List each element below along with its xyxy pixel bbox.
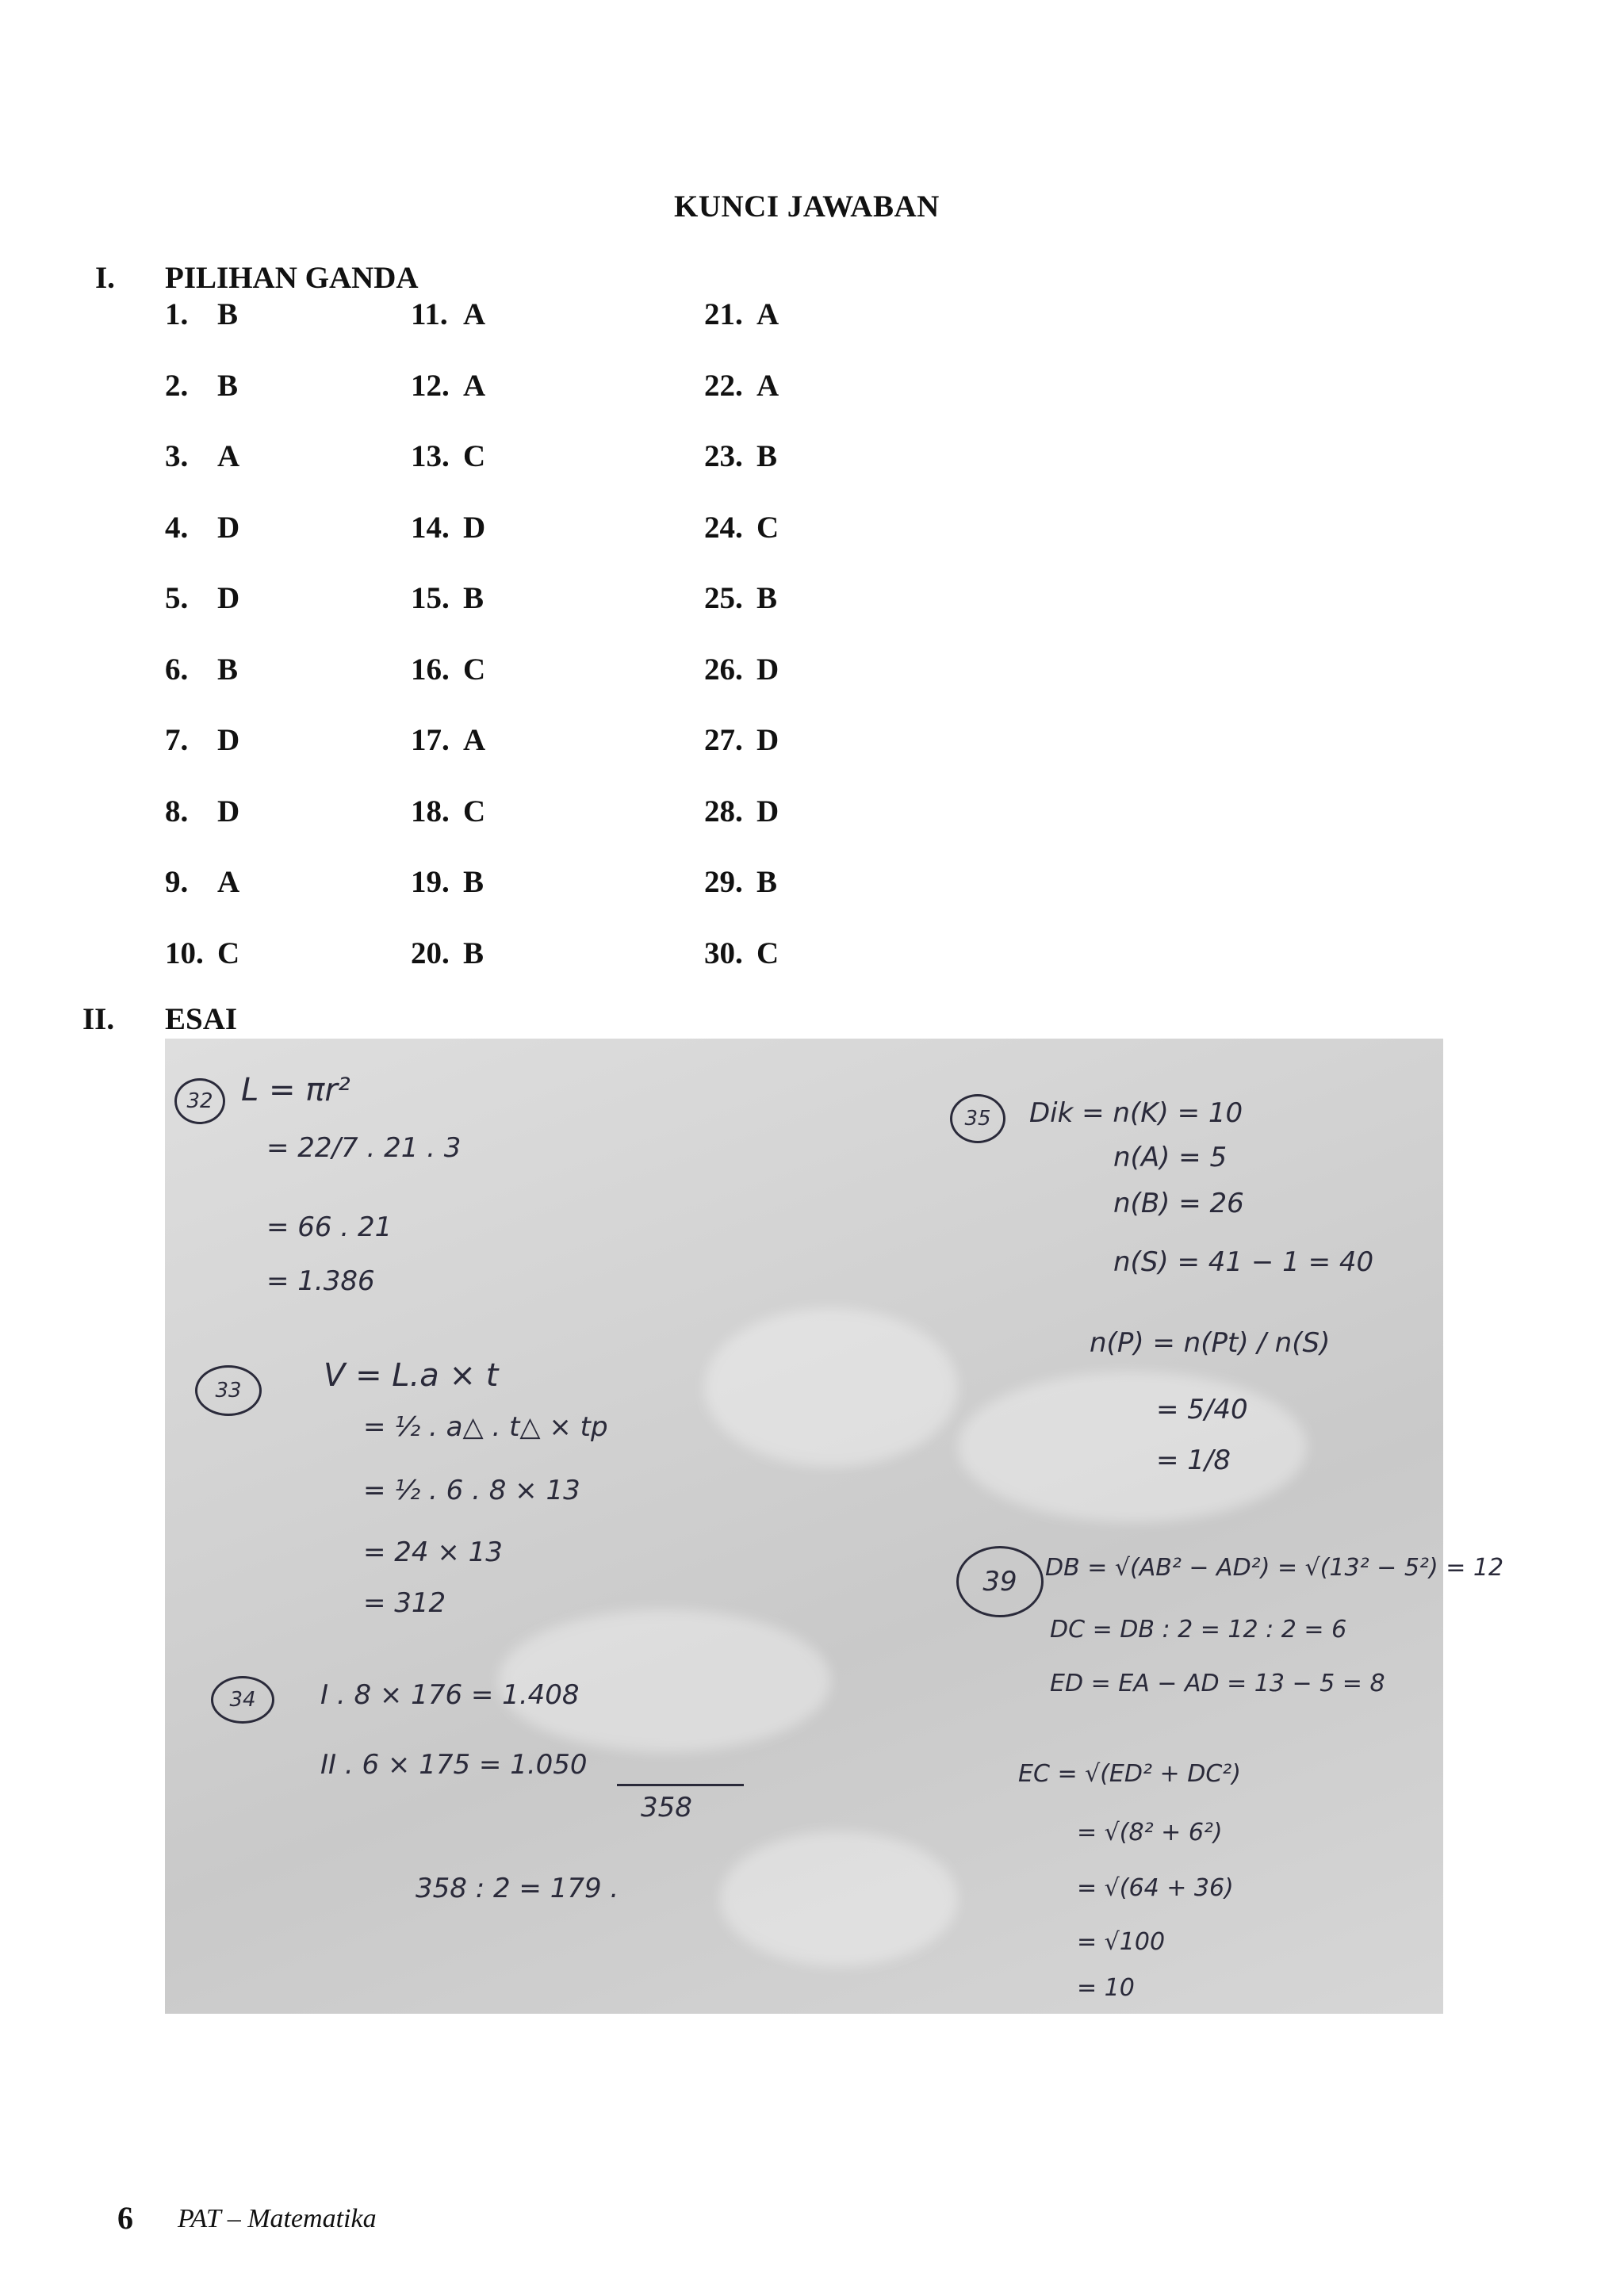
answer-item bbox=[704, 936, 779, 971]
answer-number: 14. bbox=[411, 511, 450, 545]
answer-item bbox=[411, 652, 485, 687]
answer-number: 26. bbox=[704, 652, 743, 687]
answer-letter: D bbox=[756, 723, 779, 757]
answer-number: 24. bbox=[704, 511, 743, 545]
question-32-circle: 32 bbox=[174, 1078, 225, 1124]
q33-line-5: = 312 bbox=[363, 1587, 446, 1619]
q32-line-3: = 66 . 21 bbox=[266, 1211, 393, 1243]
answer-item bbox=[165, 368, 238, 404]
q33-line-3: = ½ . 6 . 8 × 13 bbox=[363, 1475, 580, 1506]
answer-letter: B bbox=[217, 369, 239, 403]
answer-item bbox=[165, 722, 239, 758]
q39-line-7: = √100 bbox=[1077, 1928, 1166, 1956]
answer-item bbox=[165, 936, 239, 971]
answer-letter: B bbox=[463, 581, 485, 615]
answer-item bbox=[704, 580, 777, 616]
answer-letter: D bbox=[463, 511, 486, 545]
answer-number: 7. bbox=[165, 723, 189, 757]
answer-letter: A bbox=[217, 439, 240, 473]
answer-number: 11. bbox=[411, 297, 448, 331]
answer-item bbox=[165, 438, 239, 474]
footer-text: PAT – Matematika bbox=[178, 2204, 377, 2233]
answer-item bbox=[165, 297, 238, 332]
q35-line-2: n(A) = 5 bbox=[1113, 1142, 1228, 1173]
answer-item bbox=[165, 864, 239, 900]
q39-line-5: = √(8² + 6²) bbox=[1077, 1819, 1223, 1846]
answer-letter: C bbox=[217, 936, 240, 970]
q35-line-6: = 5/40 bbox=[1156, 1394, 1248, 1425]
q39-line-4: EC = √(ED² + DC²) bbox=[1018, 1760, 1242, 1788]
q32-line-1: L = πr² bbox=[241, 1072, 350, 1108]
answer-item bbox=[411, 368, 485, 404]
answer-letter: C bbox=[463, 439, 486, 473]
answer-item bbox=[704, 510, 779, 545]
q35-line-3: n(B) = 26 bbox=[1113, 1188, 1244, 1219]
answer-number: 9. bbox=[165, 865, 189, 899]
question-34-circle: 34 bbox=[211, 1676, 274, 1724]
answer-item bbox=[704, 652, 779, 687]
answer-number: 1. bbox=[165, 297, 189, 331]
answer-number: 23. bbox=[704, 439, 743, 473]
answer-item bbox=[704, 297, 779, 332]
answer-number: 20. bbox=[411, 936, 450, 970]
answer-number: 21. bbox=[704, 297, 743, 331]
answer-number: 28. bbox=[704, 794, 743, 828]
answer-item bbox=[165, 794, 239, 829]
answer-number: 6. bbox=[165, 652, 189, 687]
answer-letter: A bbox=[756, 297, 779, 331]
answer-letter: B bbox=[756, 865, 778, 899]
section-1-title: PILIHAN GANDA bbox=[165, 261, 419, 295]
q39-line-8: = 10 bbox=[1077, 1974, 1135, 2002]
answer-number: 12. bbox=[411, 369, 450, 403]
answer-letter: D bbox=[756, 794, 779, 828]
answer-item bbox=[411, 794, 485, 829]
answer-item bbox=[411, 864, 484, 900]
answer-letter: A bbox=[756, 369, 779, 403]
answer-number: 15. bbox=[411, 581, 450, 615]
answer-letter: D bbox=[217, 511, 240, 545]
q32-line-4: = 1.386 bbox=[266, 1265, 375, 1297]
answer-item bbox=[411, 510, 485, 545]
answer-letter: C bbox=[756, 511, 779, 545]
q33-line-1: V = L.a × t bbox=[324, 1357, 499, 1394]
answer-number: 22. bbox=[704, 369, 743, 403]
answer-letter: D bbox=[217, 581, 240, 615]
answer-item bbox=[704, 864, 777, 900]
answer-item bbox=[165, 652, 238, 687]
answer-letter: B bbox=[756, 581, 778, 615]
question-35-circle: 35 bbox=[950, 1094, 1005, 1143]
answer-number: 17. bbox=[411, 723, 450, 757]
answer-number: 19. bbox=[411, 865, 450, 899]
q34-sum-line bbox=[617, 1784, 744, 1786]
section-2-title: ESAI bbox=[165, 1002, 238, 1036]
answer-letter: B bbox=[463, 936, 485, 970]
answer-number: 2. bbox=[165, 369, 189, 403]
answer-letter: B bbox=[463, 865, 485, 899]
q34-line-3: 358 bbox=[641, 1792, 692, 1823]
q34-line-4: 358 : 2 = 179 . bbox=[416, 1873, 619, 1904]
answer-item bbox=[165, 580, 239, 616]
answer-number: 3. bbox=[165, 439, 189, 473]
answer-letter: B bbox=[217, 297, 239, 331]
answer-number: 18. bbox=[411, 794, 450, 828]
answer-letter: D bbox=[756, 652, 779, 687]
answer-letter: D bbox=[217, 794, 240, 828]
q39-line-6: = √(64 + 36) bbox=[1077, 1874, 1234, 1902]
answer-item bbox=[411, 580, 484, 616]
answer-number: 4. bbox=[165, 511, 189, 545]
answer-number: 30. bbox=[704, 936, 743, 970]
q35-line-7: = 1/8 bbox=[1156, 1445, 1231, 1476]
answer-item bbox=[704, 722, 779, 758]
answer-letter: A bbox=[463, 297, 486, 331]
q39-line-1: DB = √(AB² − AD²) = √(13² − 5²) = 12 bbox=[1045, 1554, 1504, 1582]
answer-letter: A bbox=[463, 723, 486, 757]
answer-item bbox=[704, 794, 779, 829]
q32-line-2: = 22/7 . 21 . 3 bbox=[266, 1132, 462, 1164]
answer-number: 16. bbox=[411, 652, 450, 687]
answer-number: 29. bbox=[704, 865, 743, 899]
question-39-circle: 39 bbox=[956, 1546, 1044, 1617]
answer-letter: C bbox=[463, 794, 486, 828]
q33-line-4: = 24 × 13 bbox=[363, 1536, 503, 1568]
q35-line-1: Dik = n(K) = 10 bbox=[1029, 1097, 1243, 1129]
section-1-number: I. bbox=[95, 261, 115, 295]
section-2-number: II. bbox=[82, 1002, 115, 1036]
answer-number: 27. bbox=[704, 723, 743, 757]
q34-line-2: II . 6 × 175 = 1.050 bbox=[320, 1749, 588, 1781]
answer-letter: B bbox=[217, 652, 239, 687]
answer-letter: B bbox=[756, 439, 778, 473]
answer-number: 5. bbox=[165, 581, 189, 615]
answer-letter: A bbox=[217, 865, 240, 899]
q34-line-1: I . 8 × 176 = 1.408 bbox=[320, 1679, 580, 1711]
answer-number: 13. bbox=[411, 439, 450, 473]
answer-item bbox=[704, 368, 779, 404]
answer-number: 10. bbox=[165, 936, 204, 970]
page-title: KUNCI JAWABAN bbox=[674, 189, 940, 224]
essay-answer-photo bbox=[165, 1039, 1504, 2014]
answer-item bbox=[411, 297, 485, 332]
answer-number: 8. bbox=[165, 794, 189, 828]
answer-item bbox=[411, 722, 485, 758]
q39-line-3: ED = EA − AD = 13 − 5 = 8 bbox=[1050, 1670, 1385, 1697]
answer-item bbox=[165, 510, 239, 545]
answer-item bbox=[411, 438, 485, 474]
answer-letter: D bbox=[217, 723, 240, 757]
answer-number: 25. bbox=[704, 581, 743, 615]
q35-line-4: n(S) = 41 − 1 = 40 bbox=[1113, 1246, 1374, 1278]
answer-letter: C bbox=[756, 936, 779, 970]
answer-letter: C bbox=[463, 652, 486, 687]
q39-line-2: DC = DB : 2 = 12 : 2 = 6 bbox=[1050, 1616, 1347, 1644]
answer-item bbox=[704, 438, 777, 474]
page-number: 6 bbox=[117, 2200, 133, 2236]
answer-item bbox=[411, 936, 484, 971]
question-33-circle: 33 bbox=[195, 1365, 262, 1416]
q35-line-5: n(P) = n(Pt) / n(S) bbox=[1090, 1327, 1331, 1359]
answer-letter: A bbox=[463, 369, 486, 403]
q33-line-2: = ½ . a△ . t△ × tp bbox=[363, 1411, 608, 1443]
